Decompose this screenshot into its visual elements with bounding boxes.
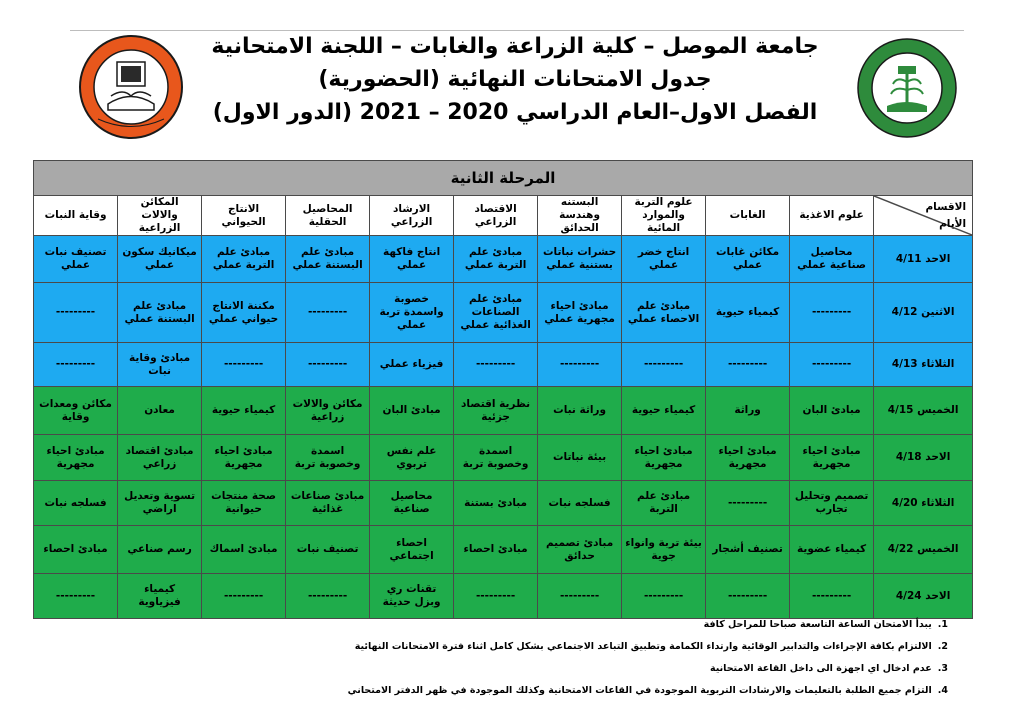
schedule-row [34, 283, 973, 343]
schedule-row [34, 526, 973, 574]
exam-cell: --------- [34, 574, 118, 619]
stage-title: المرحلة الثانية [34, 161, 973, 196]
department-header: علوم التربة والموارد المائية [622, 196, 706, 236]
exam-cell: صحة منتجات حيوانية [202, 481, 286, 526]
exam-cell: فيزياء عملي [370, 343, 454, 387]
schedule-row [34, 435, 973, 481]
note-text: يبدأ الامتحان الساعة التاسعة صباحا للمراحل كافة [703, 619, 932, 630]
exam-cell: كيمياء حيوية [202, 387, 286, 435]
exam-cell: احصاء اجتماعي [370, 526, 454, 574]
exam-cell: مبادئ علم البستنة عملي [286, 236, 370, 283]
exam-cell: مبادئ احياء مجهرية [202, 435, 286, 481]
exam-cell: --------- [286, 343, 370, 387]
day-cell: الخميس 4/22 [874, 526, 973, 574]
exam-cell: --------- [286, 283, 370, 343]
day-cell: الاحد 4/11 [874, 236, 973, 283]
day-cell: الاحد 4/18 [874, 435, 973, 481]
exam-cell: مبادئ اقتصاد زراعي [118, 435, 202, 481]
department-header: الغابات [706, 196, 790, 236]
note-text: التزام جميع الطلبة بالتعليمات والارشادات التربوية الموجودة في القاعات الامتحانية وكذلك الموجودة في ظهر الدفتر الامتحاني [347, 685, 932, 696]
exam-cell: مبادئ علم الصناعات الغذائية عملي [454, 283, 538, 343]
exam-cell: --------- [286, 574, 370, 619]
exam-cell: وراثة [706, 387, 790, 435]
exam-cell: محاصيل صناعية [370, 481, 454, 526]
note-number: 4. [937, 685, 948, 696]
exam-cell: خصوبة واسمدة تربة عملي [370, 283, 454, 343]
exam-cell: مكننة الانتاج حيواني عملي [202, 283, 286, 343]
exam-cell: مبادئ البان [370, 387, 454, 435]
exam-cell: --------- [622, 574, 706, 619]
stage-header-row [34, 161, 973, 196]
exam-cell: تسوية وتعديل اراضي [118, 481, 202, 526]
exam-cell: فسلجه نبات [34, 481, 118, 526]
exam-cell: --------- [538, 343, 622, 387]
exam-cell: نظرية اقتصاد جزئية [454, 387, 538, 435]
schedule-row [34, 574, 973, 619]
schedule-row [34, 236, 973, 283]
schedule-row [34, 387, 973, 435]
exam-cell: مبادئ تصميم حدائق [538, 526, 622, 574]
corner-departments-label: الاقسام [925, 201, 967, 213]
exam-cell: مبادئ علم التربة عملي [202, 236, 286, 283]
note-item [420, 658, 948, 680]
exam-cell: مبادئ احياء مجهرية [790, 435, 874, 481]
title-line-1: جامعة الموصل – كلية الزراعة والغابات – اللجنة الامتحانية [211, 34, 819, 59]
exam-cell: تصنيف أشجار [706, 526, 790, 574]
exam-cell: بيئة نباتات [538, 435, 622, 481]
exam-cell: --------- [202, 574, 286, 619]
schedule-row [34, 481, 973, 526]
exam-cell: --------- [34, 343, 118, 387]
note-text: عدم ادخال اي اجهزة الى داخل القاعة الامتحانية [709, 663, 932, 674]
note-number: 3. [937, 663, 948, 674]
exam-cell: --------- [34, 283, 118, 343]
note-item [420, 614, 948, 636]
note-text: الالتزام بكافة الإجراءات والتدابير الوقائية وارتداء الكمامة وتطبيق التباعد الاجتماعي بشكل كامل اثناء فترة الامتحانات النهائية [354, 641, 932, 652]
exam-cell: --------- [622, 343, 706, 387]
exam-cell: رسم صناعي [118, 526, 202, 574]
exam-cell: مبادئ احياء مجهرية عملي [538, 283, 622, 343]
exam-cell: --------- [790, 343, 874, 387]
title-line-2: جدول الامتحانات النهائية (الحضورية) [318, 67, 712, 92]
exam-cell: --------- [454, 574, 538, 619]
exam-cell: --------- [706, 481, 790, 526]
exam-cell: مبادئ احياء مجهرية [34, 435, 118, 481]
page-header [0, 0, 1024, 160]
exam-cell: --------- [790, 283, 874, 343]
exam-cell: كيمياء فيزياوية [118, 574, 202, 619]
day-cell: الاثنين 4/12 [874, 283, 973, 343]
exam-cell: علم نفس تربوي [370, 435, 454, 481]
exam-cell: اسمدة وخصوبة تربة [454, 435, 538, 481]
exam-cell: مبادئ بستنة [454, 481, 538, 526]
exam-cell: مكائن غابات عملي [706, 236, 790, 283]
exam-cell: مكائن والالات زراعية [286, 387, 370, 435]
title-line-3: الفصل الاول–العام الدراسي 2020 – 2021 (الدور الاول) [212, 100, 818, 125]
schedule-row [34, 343, 973, 387]
note-item [347, 680, 948, 702]
department-header: وقاية النبات [34, 196, 118, 236]
exam-cell: تصنيف نبات [286, 526, 370, 574]
exam-cell: --------- [454, 343, 538, 387]
exam-cell: مبادئ اسماك [202, 526, 286, 574]
corner-days-label: الأيام [939, 218, 967, 230]
exam-cell: مبادئ احصاء [34, 526, 118, 574]
exam-cell: مبادئ احياء مجهرية [622, 435, 706, 481]
university-of-mosul-logo [78, 34, 184, 140]
note-item [354, 636, 948, 658]
exam-cell: معادن [118, 387, 202, 435]
exam-cell: اسمدة وخصوبة تربة [286, 435, 370, 481]
department-header: الاقتصاد الزراعي [454, 196, 538, 236]
exam-cell: كيمياء حيوية [622, 387, 706, 435]
exam-cell: تصنيف نبات عملي [34, 236, 118, 283]
exam-cell: --------- [538, 574, 622, 619]
exam-schedule-table [33, 160, 973, 619]
exam-cell: كيمياء حيوية [706, 283, 790, 343]
notes-list [347, 614, 948, 702]
department-header: الارشاد الزراعي [370, 196, 454, 236]
exam-cell: مكائن ومعدات وقاية [34, 387, 118, 435]
department-header: المحاصيل الحقلية [286, 196, 370, 236]
department-header: البستنه وهندسة الحدائق [538, 196, 622, 236]
exam-cell: حشرات نباتات بستنية عملي [538, 236, 622, 283]
exam-cell: وراثة نبات [538, 387, 622, 435]
exam-cell: مبادئ علم التربة [622, 481, 706, 526]
note-number: 1. [937, 619, 948, 630]
department-header: الانتاج الحيواني [202, 196, 286, 236]
college-of-agriculture-logo [851, 38, 963, 138]
exam-cell: بيئة تربة وانواء جوية [622, 526, 706, 574]
day-cell: الثلاثاء 4/20 [874, 481, 973, 526]
exam-cell: مبادئ علم التربة عملي [454, 236, 538, 283]
exam-cell: انتاج خضر عملي [622, 236, 706, 283]
exam-cell: انتاج فاكهة عملي [370, 236, 454, 283]
title-block [200, 30, 830, 129]
exam-cell: مبادئ احياء مجهرية [706, 435, 790, 481]
exam-cell: مبادئ وقاية نبات [118, 343, 202, 387]
corner-cell [874, 196, 973, 236]
day-cell: الثلاثاء 4/13 [874, 343, 973, 387]
note-number: 2. [937, 641, 948, 652]
department-header-row [34, 196, 973, 236]
exam-cell: فسلجه نبات [538, 481, 622, 526]
exam-cell: محاصيل صناعية عملي [790, 236, 874, 283]
department-header: علوم الاغذية [790, 196, 874, 236]
department-header: المكائن والالات الزراعية [118, 196, 202, 236]
exam-cell: تقنات ري وبزل حديثة [370, 574, 454, 619]
exam-cell: مبادئ صناعات غذائية [286, 481, 370, 526]
exam-cell: ميكانيك سكون عملي [118, 236, 202, 283]
exam-cell: مبادئ علم الاحصاء عملي [622, 283, 706, 343]
exam-cell: مبادئ البان [790, 387, 874, 435]
exam-cell: --------- [202, 343, 286, 387]
exam-cell: --------- [790, 574, 874, 619]
exam-cell: --------- [706, 343, 790, 387]
exam-cell: مبادئ علم البستنة عملي [118, 283, 202, 343]
exam-cell: كيمياء عضوية [790, 526, 874, 574]
exam-cell: --------- [706, 574, 790, 619]
exam-cell: مبادئ احصاء [454, 526, 538, 574]
day-cell: الخميس 4/15 [874, 387, 973, 435]
exam-cell: تصميم وتحليل تجارب [790, 481, 874, 526]
day-cell: الاحد 4/24 [874, 574, 973, 619]
